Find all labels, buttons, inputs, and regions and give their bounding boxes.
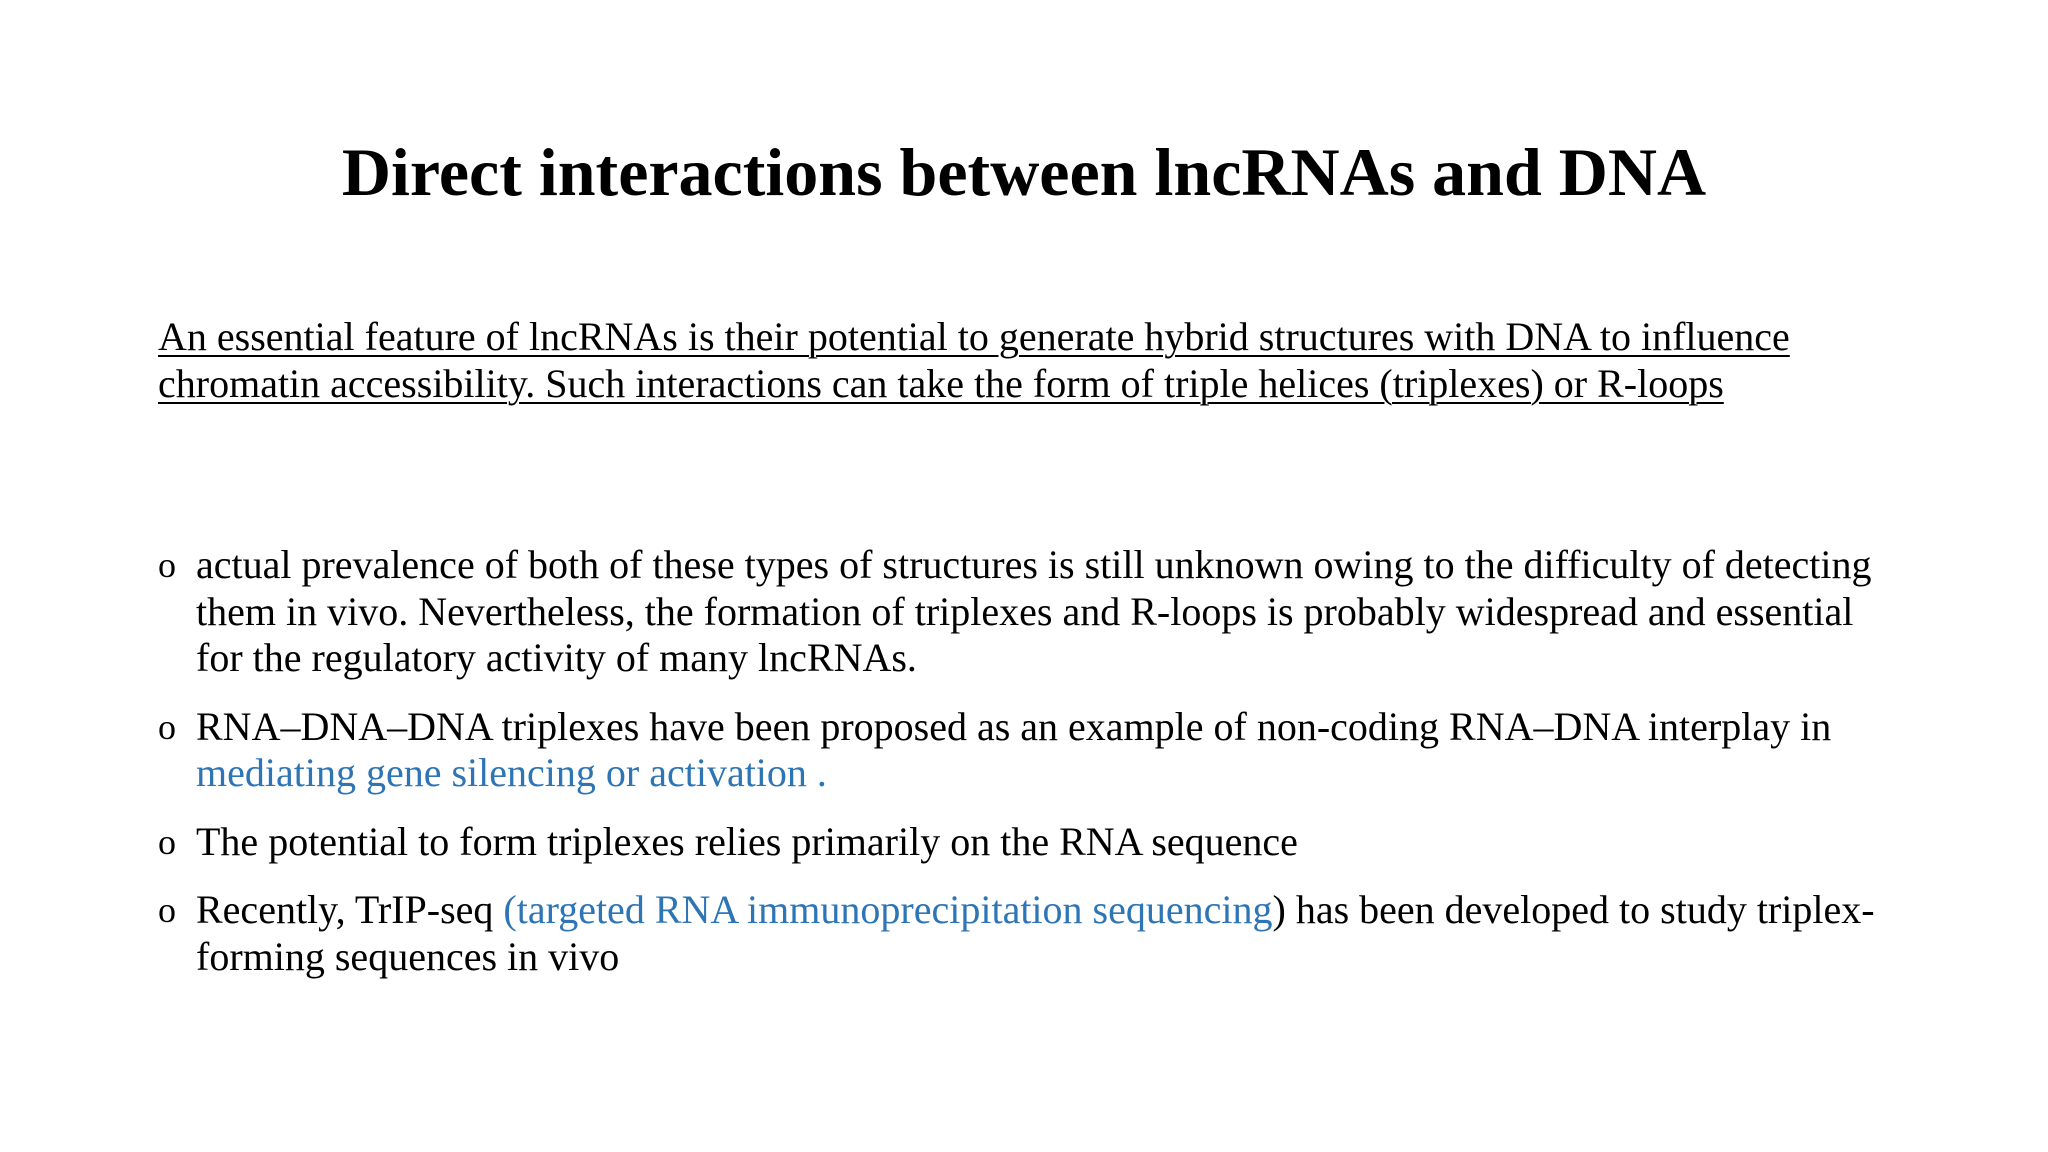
bullet-text: actual prevalence of both of these types of structures is still unknown owing to the difficulty of detecting them in vivo. Nevertheless, the formation of triplexes and R-loops is probably widespread and essential for the regulatory activity of many lncRNAs.	[196, 542, 1872, 680]
bullet-list	[158, 542, 1898, 1002]
highlighted-phrase: (targeted RNA immunoprecipitation sequencing	[503, 887, 1273, 932]
bullet-marker: o	[158, 545, 176, 585]
bullet-marker: o	[158, 706, 176, 747]
bullet-item-rna-sequence	[158, 819, 1898, 866]
bullet-marker: o	[158, 890, 176, 930]
highlighted-phrase: mediating gene silencing or activation .	[196, 750, 827, 795]
slide-title: Direct interactions between lncRNAs and DNA	[341, 134, 1707, 210]
intro-paragraph: An essential feature of lncRNAs is their potential to generate hybrid structures with DNA to influence chromatin accessibility. Such interactions can take the form of triple helices (triplexes) or R-loops	[158, 314, 1790, 406]
bullet-marker: o	[158, 821, 176, 862]
bullet-item-trip-seq	[158, 887, 1898, 980]
bullet-item-prevalence	[158, 542, 1898, 682]
bullet-item-triplexes	[158, 704, 1898, 797]
bullet-text-continued: ) has been developed to study triplex-forming sequences in vivo	[196, 887, 1875, 979]
bullet-text: Recently, TrIP-seq	[196, 887, 504, 932]
bullet-text: The potential to form triplexes relies primarily on the RNA sequence	[196, 818, 1298, 864]
bullet-text: RNA–DNA–DNA triplexes have been proposed as an example of non-coding RNA–DNA interplay in	[196, 703, 1832, 749]
